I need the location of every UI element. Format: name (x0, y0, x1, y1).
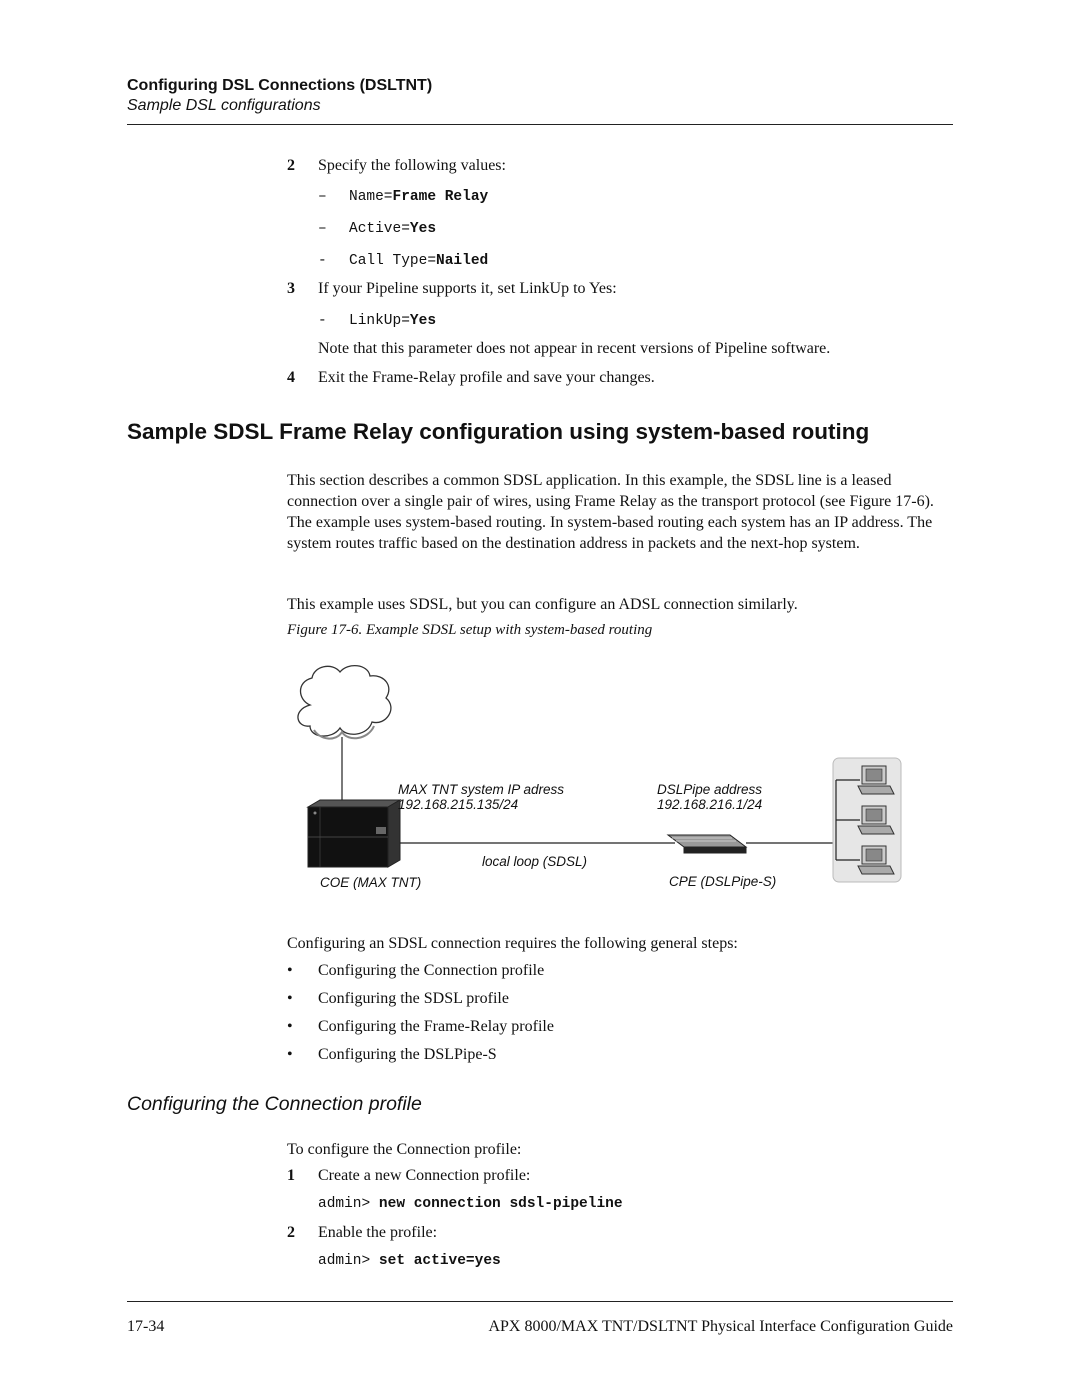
list-item: Configuring the Frame-Relay profile (318, 1018, 554, 1035)
cloud-icon (298, 666, 391, 739)
page-number: 17-34 (127, 1318, 165, 1335)
step-number: 3 (287, 280, 295, 297)
running-header-title: Configuring DSL Connections (DSLTNT) (127, 77, 433, 94)
dslpipe-address-label: DSLPipe address (657, 782, 763, 797)
step-number: 1 (287, 1167, 295, 1184)
step-text: If your Pipeline supports it, set LinkUp to Yes: (318, 280, 617, 297)
value-name: Name=Frame Relay (349, 189, 489, 205)
dslpipe-address-value: 192.168.216.1/24 (657, 797, 763, 812)
note-text: Note that this parameter does not appear in recent versions of Pipeline software. (318, 340, 831, 357)
max-ip-label: MAX TNT system IP adress (398, 782, 565, 797)
value-active: Active=Yes (349, 221, 437, 237)
list-dash: – (318, 221, 327, 237)
max-ip-value: 192.168.215.135/24 (398, 797, 519, 812)
subsection-intro: To configure the Connection profile: (287, 1141, 522, 1158)
step-text: Enable the profile: (318, 1224, 438, 1241)
bullet: • (287, 990, 293, 1007)
bullet: • (287, 1046, 293, 1063)
command-line: admin> set active=yes (318, 1253, 501, 1269)
cpe-label: CPE (DSLPipe-S) (669, 874, 777, 889)
network-diagram (280, 660, 920, 900)
footer-title: APX 8000/MAX TNT/DSLTNT Physical Interface Configuration Guide (488, 1318, 953, 1335)
bullet: • (287, 1018, 293, 1035)
list-dash: – (318, 189, 327, 205)
list-dash: - (318, 313, 327, 329)
value-linkup: LinkUp=Yes (349, 313, 437, 329)
dslpipe-modem-icon (668, 835, 746, 853)
step-number: 4 (287, 369, 295, 386)
step-text: Specify the following values: (318, 157, 506, 174)
section-heading: Sample SDSL Frame Relay configuration using system-based routing (127, 419, 870, 444)
step-number: 2 (287, 157, 295, 174)
subsection-heading: Configuring the Connection profile (127, 1093, 422, 1115)
section-paragraph-2: This example uses SDSL, but you can configure an ADSL connection similarly. (287, 596, 798, 613)
network-diagram-svg (280, 660, 920, 900)
step-text: Create a new Connection profile: (318, 1167, 531, 1184)
figure-caption: Figure 17-6. Example SDSL setup with system-based routing (287, 622, 653, 638)
step-number: 2 (287, 1224, 295, 1241)
list-dash: - (318, 253, 327, 269)
list-item: Configuring the SDSL profile (318, 990, 509, 1007)
header-rule (127, 124, 953, 125)
general-steps-intro: Configuring an SDSL connection requires the following general steps: (287, 935, 738, 952)
step-text: Exit the Frame-Relay profile and save your changes. (318, 369, 655, 386)
local-loop-label: local loop (SDSL) (482, 854, 588, 869)
running-header-subtitle: Sample DSL configurations (127, 97, 321, 114)
value-call-type: Call Type=Nailed (349, 253, 489, 269)
bullet: • (287, 962, 293, 979)
command-line: admin> new connection sdsl-pipeline (318, 1196, 623, 1212)
list-item: Configuring the DSLPipe-S (318, 1046, 497, 1063)
max-tnt-chassis-icon (308, 800, 400, 867)
section-paragraph: This section describes a common SDSL application. In this example, the SDSL line is a leased connection over a single pair of wires, using Frame Relay as the transport protocol (see Figure 17-6). The example uses system-based routing. In system-based routing each system has an IP address. The system routes traffic based on the destination address in packets and the next-hop system. (287, 472, 934, 552)
footer-rule (127, 1301, 953, 1302)
coe-label: COE (MAX TNT) (320, 875, 422, 890)
list-item: Configuring the Connection profile (318, 962, 545, 979)
